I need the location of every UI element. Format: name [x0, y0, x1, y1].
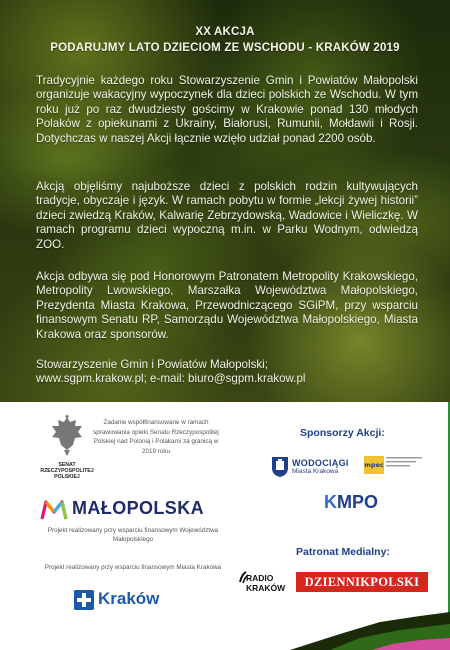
senat-name: SENAT RZECZYPOSPOLITEJ POLSKIEJ	[40, 462, 94, 480]
wodociagi-crest-icon	[271, 456, 289, 478]
sponsors-section	[0, 402, 450, 650]
senat-funding-note: Zadanie współfinansowane w ramach sprawowania opieki Senatu Rzeczypospolitej Polskiej nad Polonią i Polakami za granicą w 2019 roku	[93, 419, 219, 455]
mpec-tagline-lines-icon	[386, 456, 426, 470]
malopolska-funding-note: Projekt realizowany przy wsparciu finansowym Województwa Małopolskiego	[47, 527, 219, 544]
senat-eagle-icon	[48, 414, 86, 458]
dziennik-polski-logo: DZIENNIKPOLSKI	[296, 572, 428, 592]
wodociagi-sub: Miasta Krakowa	[292, 468, 339, 475]
contact-organization: Stowarzyszenie Gmin i Powiatów Małopolski;	[36, 358, 268, 371]
krakow-logo-icon	[74, 590, 94, 610]
contact-block	[36, 358, 418, 387]
radio-logo-line-2: KRAKÓW	[246, 583, 286, 593]
contact-web-email[interactable]: www.sgpm.krakow.pl; e-mail: biuro@sgpm.krakow.pl	[36, 372, 306, 386]
mpo-logo-text: MPO	[337, 492, 379, 512]
malopolska-logo-icon	[40, 498, 68, 520]
mpo-logo-mark: K	[324, 492, 337, 512]
krakow-funding-note: Projekt realizowany przy wsparciu finansowym Miasta Krakowa	[44, 564, 222, 571]
malopolska-logo: MAŁOPOLSKA	[72, 498, 204, 518]
paragraph-intro: Tradycyjnie każdego roku Stowarzyszenie Gmin i Powiatów Małopolski organizuje wakacyjny wypoczynek dla dzieci polskich ze Wschodu. W tym roku już po raz dwudziesty gościmy w Krakowie ponad 130 młodych Polaków z opiekunami z Ukrainy, Białorusi, Rumunii, Mołdawii i Rosji. Dotychczas w naszej Akcji łącznie wzięło udział ponad 2200 osób.	[36, 74, 418, 145]
paragraph-patronage: Akcja odbywa się pod Honorowym Patronatem Metropolity Krakowskiego, Metropolity Lwowskiego, Marszałka Województwa Małopolskiego, Prezydenta Miasta Krakowa, Przewodniczącego SGiPM, przy wsparciu finansowym Senatu RP, Samorządu Województwa Małopolskiego, Miasta Krakowa oraz sponsorów.	[36, 270, 418, 341]
krakow-logo: Kraków	[98, 589, 160, 608]
wodociagi-name: WODOCIĄGI	[292, 458, 349, 468]
radio-krakow-logo	[246, 573, 285, 593]
sponsors-heading: Sponsorzy Akcji:	[300, 427, 385, 439]
mpec-logo: mpec	[364, 456, 384, 474]
mpo-logo	[324, 492, 378, 513]
mpec-tagline	[386, 456, 430, 472]
paragraph-program: Akcją objęliśmy najuboższe dzieci z polskich rodzin kultywujących tradycje, obyczaje i język. W ramach pobytu w formie „lekcji żywej historii” dzieci zwiedzą Kraków, Kalwarię Zebrzydowską, Wadowice i Wieliczkę. W ramach programu dzieci wypoczną m.in. w Parku Wodnym, odwiedzą ZOO.	[36, 180, 418, 251]
title-line-1: XX AKCJA	[195, 26, 255, 38]
title-line-2: PODARUJMY LATO DZIECIOM ZE WSCHODU - KRAKÓW 2019	[50, 42, 400, 54]
radio-logo-line-1: RADIO	[246, 573, 274, 583]
media-patron-heading: Patronat Medialny:	[296, 546, 390, 558]
wodociagi-logo	[292, 458, 349, 475]
